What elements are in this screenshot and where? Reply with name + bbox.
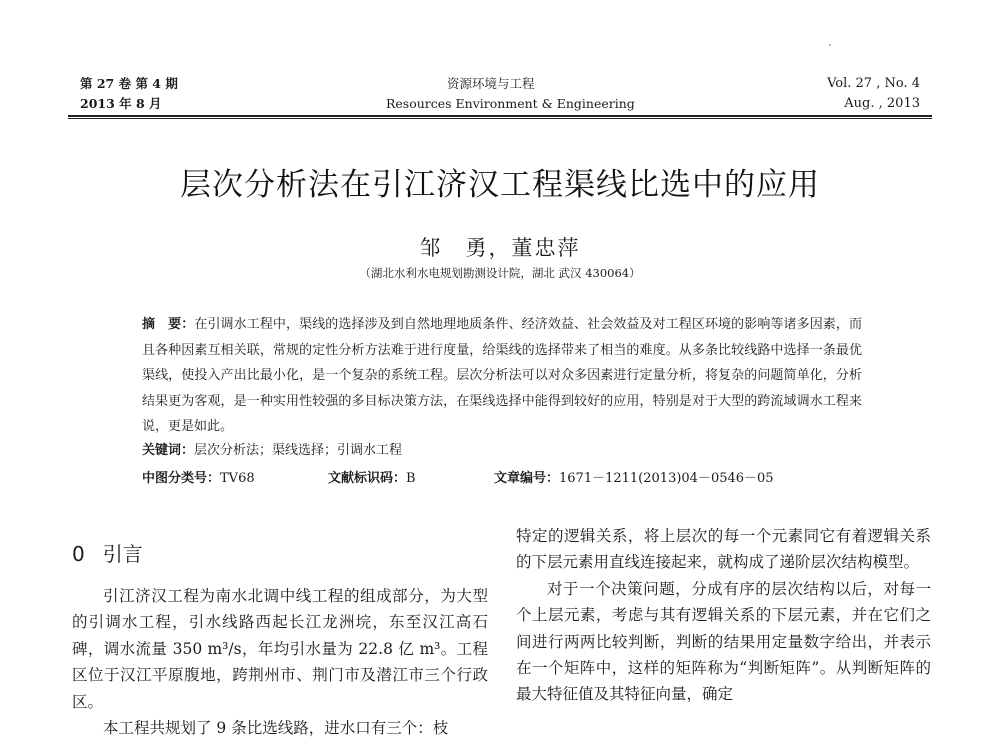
- clc-number: [142, 469, 255, 489]
- article-title: 层次分析法在引江济汉工程渠线比选中的应用: [180, 167, 820, 203]
- right-paragraph-1: 特定的逻辑关系，将上层次的每一个元素同它有着逻辑关系的下层元素用直线连接起来，就构成了递阶层次结构模型。: [516, 527, 931, 572]
- abstract-label: 摘 要：: [142, 317, 195, 332]
- right-column: [516, 523, 931, 708]
- left-column: [72, 583, 488, 741]
- left-paragraph-1: 引江济汉工程为南水北调中线工程的组成部分，为大型的引调水工程，引水线路西起长江龙洲垸，东至汉江高石碑，调水流量 350 m³/s，年均引水量为 22.8 亿 m³。工程区位于汉江平原腹地，跨荆州市、荆门市及潜江市三个行政区。: [72, 587, 488, 711]
- abstract-text: 在引调水工程中，渠线的选择涉及到自然地理地质条件、经济效益、社会效益及对工程区环境的影响等诸多因素，而且各种因素互相关联，常规的定性分析方法难于进行度量，给渠线的选择带来了相当的难度。从多条比较线路中选择一条最优渠线，使投入产出比最小化，是一个复杂的系统工程。层次分析法可以对众多因素进行定量分析，将复杂的问题简单化，分析结果更为客观，是一种实用性较强的多目标决策方法，在渠线选择中能得到较好的应用，特别是对于大型的跨流域调水工程来说，更是如此。: [142, 317, 862, 434]
- article-number-label: 文章编号：: [494, 471, 560, 486]
- header-volume-en: Vol. 27 , No. 4: [827, 76, 920, 91]
- clc-label: 中图分类号：: [142, 471, 221, 486]
- section-heading: [72, 538, 143, 567]
- article-number-value: 1671－1211(2013)04－0546－05: [559, 471, 774, 486]
- header-volume-issue: 第 27 卷 第 4 期: [80, 76, 178, 91]
- clc-value: TV68: [220, 471, 255, 486]
- doc-code-label: 文献标识码：: [328, 471, 407, 486]
- left-paragraph-2: 本工程共规划了 9 条比选线路，进水口有三个：枝: [103, 719, 449, 738]
- doc-code-value: B: [406, 471, 416, 486]
- keywords-text: 层次分析法；渠线选择；引调水工程: [194, 443, 403, 458]
- document-code: [328, 469, 416, 489]
- keywords-label: 关键词：: [142, 443, 195, 458]
- abstract: [142, 312, 862, 440]
- section-number: 0: [72, 542, 85, 566]
- header-year-month: 2013 年 8 月: [80, 96, 162, 111]
- article-affiliation: （湖北水利水电规划勘测设计院，湖北 武汉 430064）: [359, 266, 641, 280]
- header-rule-top: [68, 115, 932, 117]
- header-journal-cn: 资源环境与工程: [447, 76, 535, 91]
- header-journal-en: Resources Environment & Engineering: [386, 96, 635, 111]
- header-date-en: Aug. , 2013: [844, 96, 920, 111]
- header-rule-bottom: [68, 118, 932, 119]
- keywords: [142, 441, 402, 461]
- right-paragraph-2: 对于一个决策问题，分成有序的层次结构以后，对每一个上层元素，考虑与其有逻辑关系的下层元素，并在它们之间进行两两比较判断，判断的结果用定量数字给出，并表示在一个矩阵中，这样的矩阵称为“判断矩阵”。从判断矩阵的最大特征值及其特征向量，确定: [516, 579, 931, 704]
- article-authors: 邹 勇，董忠萍: [419, 236, 581, 260]
- scan-speck: [829, 44, 831, 46]
- article-number: [494, 469, 774, 489]
- section-title: 引言: [102, 542, 143, 566]
